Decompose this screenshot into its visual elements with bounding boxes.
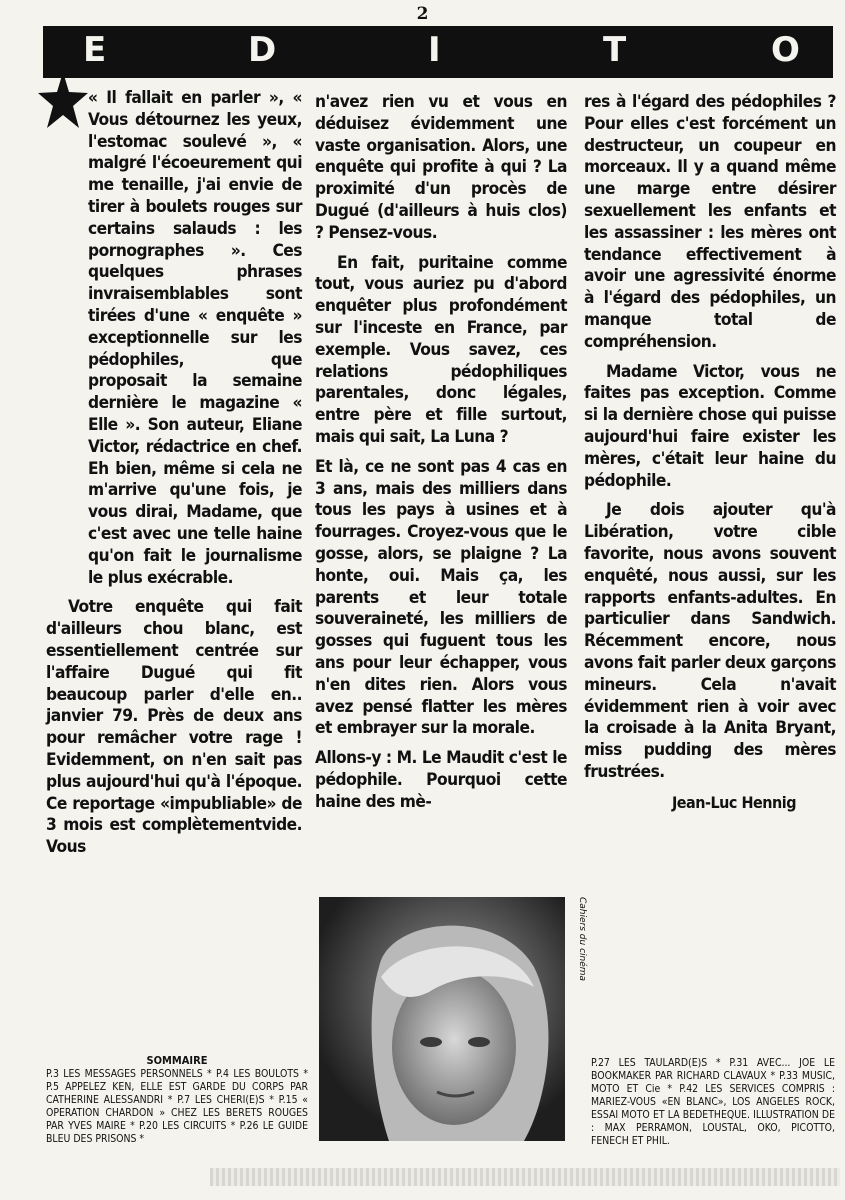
paragraph: res à l'égard des pédophiles ? Pour elles c'est forcément un destructeur, un coupeur en morceaux. Il y a quand même une marge entre désirer sexuellement les enfants et les assassiner : les mères ont tendance effectivement à avoir une agressivité énorme à l'égard des pédophiles, un manque total de compréhension. xyxy=(584,92,836,352)
banner-letter: I xyxy=(428,30,441,70)
portrait-photo xyxy=(319,897,565,1141)
article-column-1 xyxy=(46,88,302,867)
page-number: 2 xyxy=(416,4,429,24)
paragraph: Allons-y : M. Le Maudit c'est le pédophile. Pourquoi cette haine des mè- xyxy=(315,748,567,812)
paragraph: Votre enquête qui fait d'ailleurs chou blanc, est essentiellement centrée sur l'affaire Dugué qui fit beaucoup parler d'elle en.. janvier 79. Près de deux ans pour remâcher votre rage ! Evidemment, on n'en sait pas plus aujourd'hui qu'à l'époque. Ce reportage «impubliable» de 3 mois est complètementvide. Vous xyxy=(46,597,302,858)
paragraph: Et là, ce ne sont pas 4 cas en 3 ans, mais des milliers dans tous les pays à usines et à fourrages. Croyez-vous que le gosse, alors, se plaigne ? La honte, oui. Mais ça, les parents et leur totale souveraineté, les milliers de gosses qui fuguent tous les ans pour leur échapper, vous n'en dites rien. Alors vous avez pensé flatter les mères et embrayer sur la morale. xyxy=(315,456,567,739)
banner-letter: D xyxy=(248,30,277,70)
page-edge-strip xyxy=(210,1168,840,1186)
banner-letter: T xyxy=(603,30,627,70)
banner-letter: O xyxy=(771,30,800,70)
paragraph: « Il fallait en parler », « Vous détournez les yeux, l'estomac soulevé », « malgré l'écoeurement qui me tenaille, j'ai envie de tirer à boulets rouges sur certains salauds : les pornographes ». Ces quelques phrases invraisemblables sont tirées d'une « enquête » exceptionnelle sur les pédophiles, que proposait la semaine dernière le magazine « Elle ». Son auteur, Eliane Victor, rédactrice en chef. Eh bien, même si cela ne m'arrive qu'une fois, je vous dirai, Madame, que c'est avec une telle haine qu'on fait le journalisme le plus exécrable. xyxy=(88,88,302,588)
table-of-contents-right: P.27 LES TAULARD(E)S * P.31 AVEC... JOE LE BOOKMAKER PAR RICHARD CLAVAUX * P.33 MUSIC, MOTO ET Cie * P.42 LES SERVICES COMPRIS : MARIEZ-VOUS «EN BLANC», LOS ANGELES ROCK, ESSAI MOTO ET LA BEDETHEQUE. ILLUSTRATION DE : MAX PERRAMON, LOUSTAL, OKO, PICOTTO, FENECH ET PHIL. xyxy=(591,1057,835,1147)
banner-letter: E xyxy=(83,30,107,70)
paragraph: Je dois ajouter qu'à Libération, votre cible favorite, nous avons souvent enquêté, nous aussi, sur les rapports enfants-adultes. En particulier dans Sandwich. Récemment encore, nous avons fait parler deux garçons mineurs. Cela n'avait évidemment rien à voir avec la croisade à la Anita Bryant, miss pudding des mères frustrées. xyxy=(584,500,836,782)
article-column-3 xyxy=(584,92,836,814)
paragraph: Madame Victor, vous ne faites pas exception. Comme si la dernière chose qui puisse aujourd'hui faire exister les mères, c'était leur haine du pédophile. xyxy=(584,361,836,491)
author-signature: Jean-Luc Hennig xyxy=(671,792,796,812)
portrait-image xyxy=(319,897,565,1141)
sommaire-title: SOMMAIRE xyxy=(146,1054,208,1067)
paragraph: En fait, puritaine comme tout, vous auriez pu d'abord enquêter plus profondément sur l'inceste en France, par exemple. Vous savez, ces relations pédophiliques parentales, donc légales, entre père et fille surtout, mais qui sait, La Luna ? xyxy=(315,252,567,447)
edito-banner xyxy=(43,26,833,78)
table-of-contents-left xyxy=(46,1054,308,1146)
sommaire-text: P.3 LES MESSAGES PERSONNELS * P.4 LES BOULOTS * P.5 APPELEZ KEN, ELLE EST GARDE DU CORPS PAR CATHERINE ALESSANDRI * P.7 LES CHERI(E)S * P.15 « OPERATION CHARDON » CHEZ LES BERETS ROUGES PAR YVES MAIRE * P.20 LES CIRCUITS * P.26 LE GUIDE BLEU DES PRISONS * xyxy=(46,1068,308,1145)
article-column-2 xyxy=(315,92,567,822)
paragraph: n'avez rien vu et vous en déduisez évidemment une vaste organisation. Alors, une enquête qui profite à qui ? La proximité d'un procès de Dugué (d'ailleurs à huis clos) ? Pensez-vous. xyxy=(315,92,567,243)
photo-credit: Cahiers du cinéma xyxy=(577,897,587,982)
